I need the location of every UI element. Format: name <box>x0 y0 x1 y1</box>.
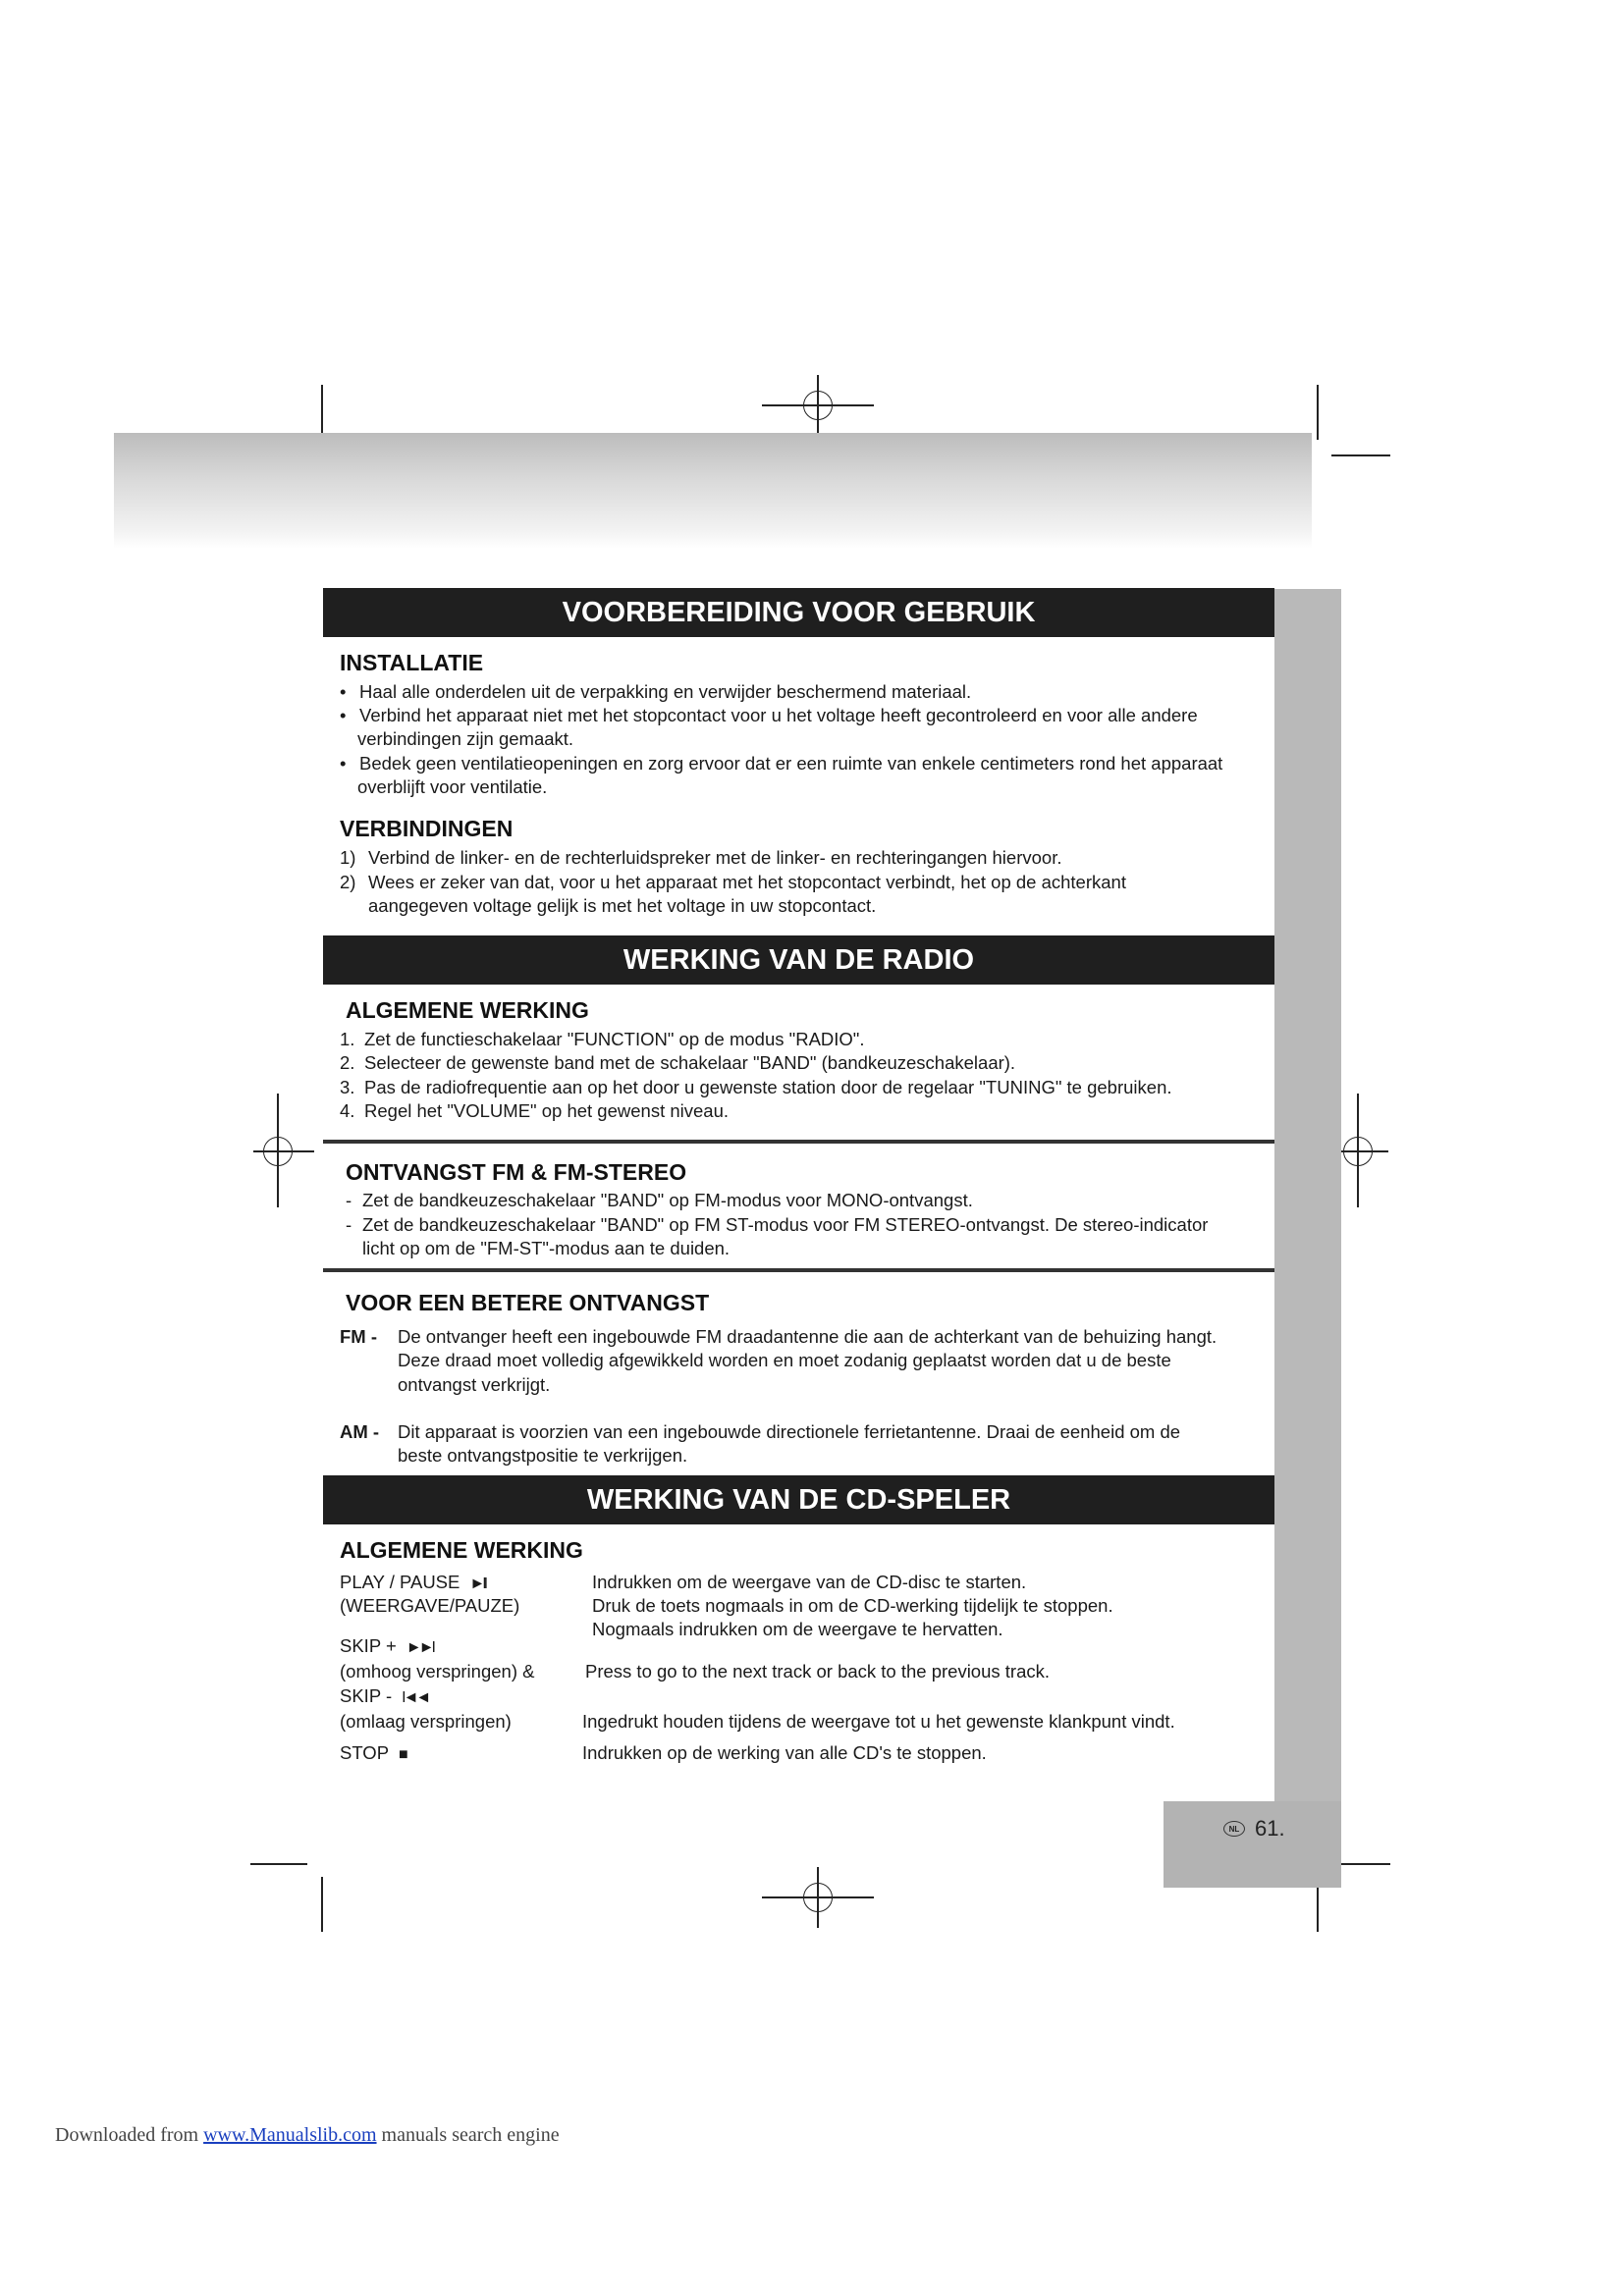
footer <box>55 2124 560 2147</box>
list-dash: - <box>346 1214 352 1235</box>
footer-prefix: Downloaded from <box>55 2124 199 2146</box>
play-pause-sublabel: (WEERGAVE/PAUZE) <box>340 1595 520 1616</box>
fm-description: ontvangst verkrijgt. <box>398 1374 551 1395</box>
list-item: overblijft voor ventilatie. <box>357 776 548 797</box>
page-number <box>1223 1816 1285 1842</box>
list-item: Pas de radiofrequentie aan op het door u gewenste station door de regelaar "TUNING" te gebruiken. <box>364 1077 1172 1097</box>
list-number: 2) <box>340 872 356 892</box>
crop-mark <box>321 385 323 440</box>
fm-description: De ontvanger heeft een ingebouwde FM draadantenne die aan de achterkant van de behuizing hangt. <box>398 1326 1218 1347</box>
play-pause-description: Indrukken om de weergave van de CD-disc te starten. <box>592 1572 1027 1592</box>
skip-forward-icon: ►►I <box>406 1639 433 1656</box>
registration-mark-circle <box>1343 1137 1373 1166</box>
play-pause-text: PLAY / PAUSE <box>340 1572 460 1592</box>
list-item: Bedek geen ventilatieopeningen en zorg ervoor dat er een ruimte van enkele centimeters rond het apparaat <box>359 753 1223 774</box>
list-item: Wees er zeker van dat, voor u het apparaat met het stopcontact verbindt, het op de achterkant <box>368 872 1126 892</box>
page-number-text: 61. <box>1255 1816 1285 1841</box>
list-number: 2. <box>340 1052 355 1073</box>
list-item: licht op om de "FM-ST"-modus aan te duiden. <box>362 1238 731 1258</box>
bullet: • <box>340 681 347 702</box>
section-header-cd: WERKING VAN DE CD-SPELER <box>323 1475 1274 1524</box>
crop-mark <box>1331 454 1390 456</box>
list-dash: - <box>346 1190 352 1210</box>
list-number: 4. <box>340 1100 355 1121</box>
list-item: Verbind het apparaat niet met het stopcontact voor u het voltage heeft gecontroleerd en voor alle andere <box>359 705 1198 725</box>
section-header-preparation: VOORBEREIDING VOOR GEBRUIK <box>323 588 1274 637</box>
section-divider <box>323 1268 1274 1272</box>
list-item: Selecteer de gewenste band met de schakelaar "BAND" (bandkeuzeschakelaar). <box>364 1052 1016 1073</box>
stop-description: Indrukken op de werking van alle CD's te stoppen. <box>582 1742 987 1763</box>
list-item: Verbind de linker- en de rechterluidspreker met de linker- en rechteringangen hiervoor. <box>368 847 1062 868</box>
list-number: 3. <box>340 1077 355 1097</box>
skip-hold-description: Ingedrukt houden tijdens de weergave tot u het gewenste klankpunt vindt. <box>582 1711 1175 1732</box>
language-badge: NL <box>1223 1821 1245 1837</box>
stop-icon: ■ <box>399 1746 408 1763</box>
footer-suffix: manuals search engine <box>381 2124 560 2146</box>
skip-plus-sublabel: (omhoog verspringen) & <box>340 1661 535 1682</box>
skip-plus-text: SKIP + <box>340 1635 397 1656</box>
heading-radio-general: ALGEMENE WERKING <box>346 997 589 1023</box>
fm-description: Deze draad moet volledig afgewikkeld worden en moet zodanig geplaatst worden dat u de beste <box>398 1350 1171 1370</box>
play-pause-label <box>340 1571 485 1596</box>
list-item: Zet de functieschakelaar "FUNCTION" op de modus "RADIO". <box>364 1029 865 1049</box>
list-number: 1) <box>340 847 356 868</box>
skip-plus-label <box>340 1634 433 1660</box>
side-strip <box>1274 589 1341 1801</box>
heading-connections: VERBINDINGEN <box>340 816 514 841</box>
crop-mark <box>1317 385 1319 440</box>
bullet: • <box>340 753 347 774</box>
section-divider <box>323 1140 1274 1144</box>
list-number: 1. <box>340 1029 355 1049</box>
list-item: Zet de bandkeuzeschakelaar "BAND" op FM ST-modus voor FM STEREO-ontvangst. De stereo-indicator <box>362 1214 1209 1235</box>
registration-mark-circle <box>803 1883 833 1912</box>
play-pause-description: Druk de toets nogmaals in om de CD-werking tijdelijk te stoppen. <box>592 1595 1113 1616</box>
list-item: Zet de bandkeuzeschakelaar "BAND" op FM-modus voor MONO-ontvangst. <box>362 1190 973 1210</box>
skip-back-icon: I◄◄ <box>402 1689 429 1706</box>
play-pause-description: Nogmaals indrukken om de weergave te hervatten. <box>592 1619 1003 1639</box>
bullet: • <box>340 705 347 725</box>
fm-label: FM - <box>340 1326 378 1347</box>
registration-mark-circle <box>803 391 833 420</box>
heading-fm-stereo: ONTVANGST FM & FM-STEREO <box>346 1159 687 1185</box>
list-item: Regel het "VOLUME" op het gewenst niveau. <box>364 1100 730 1121</box>
heading-installation: INSTALLATIE <box>340 650 484 675</box>
heading-better-reception: VOOR EEN BETERE ONTVANGST <box>346 1290 710 1315</box>
list-item: aangegeven voltage gelijk is met het voltage in uw stopcontact. <box>368 895 877 916</box>
page-tab <box>1164 1801 1341 1888</box>
skip-minus-text: SKIP - <box>340 1685 393 1706</box>
skip-description: Press to go to the next track or back to the previous track. <box>585 1661 1051 1682</box>
am-description: beste ontvangstpositie te verkrijgen. <box>398 1445 688 1466</box>
skip-minus-sublabel: (omlaag verspringen) <box>340 1711 512 1732</box>
list-item: verbindingen zijn gemaakt. <box>357 728 574 749</box>
list-item: Haal alle onderdelen uit de verpakking en verwijder beschermend materiaal. <box>359 681 972 702</box>
stop-label <box>340 1741 408 1767</box>
am-label: AM - <box>340 1421 380 1442</box>
am-description: Dit apparaat is voorzien van een ingebouwde directionele ferrietantenne. Draai de eenheid om de <box>398 1421 1181 1442</box>
stop-text: STOP <box>340 1742 390 1763</box>
section-header-radio: WERKING VAN DE RADIO <box>323 935 1274 985</box>
registration-mark-circle <box>263 1137 293 1166</box>
crop-mark <box>250 1863 307 1865</box>
crop-mark <box>321 1877 323 1932</box>
heading-cd-general: ALGEMENE WERKING <box>340 1537 583 1563</box>
header-gradient-band <box>114 433 1312 549</box>
manualslib-link[interactable]: www.Manualslib.com <box>203 2124 377 2146</box>
play-pause-icon: ►II <box>469 1575 486 1592</box>
skip-minus-label <box>340 1684 428 1710</box>
